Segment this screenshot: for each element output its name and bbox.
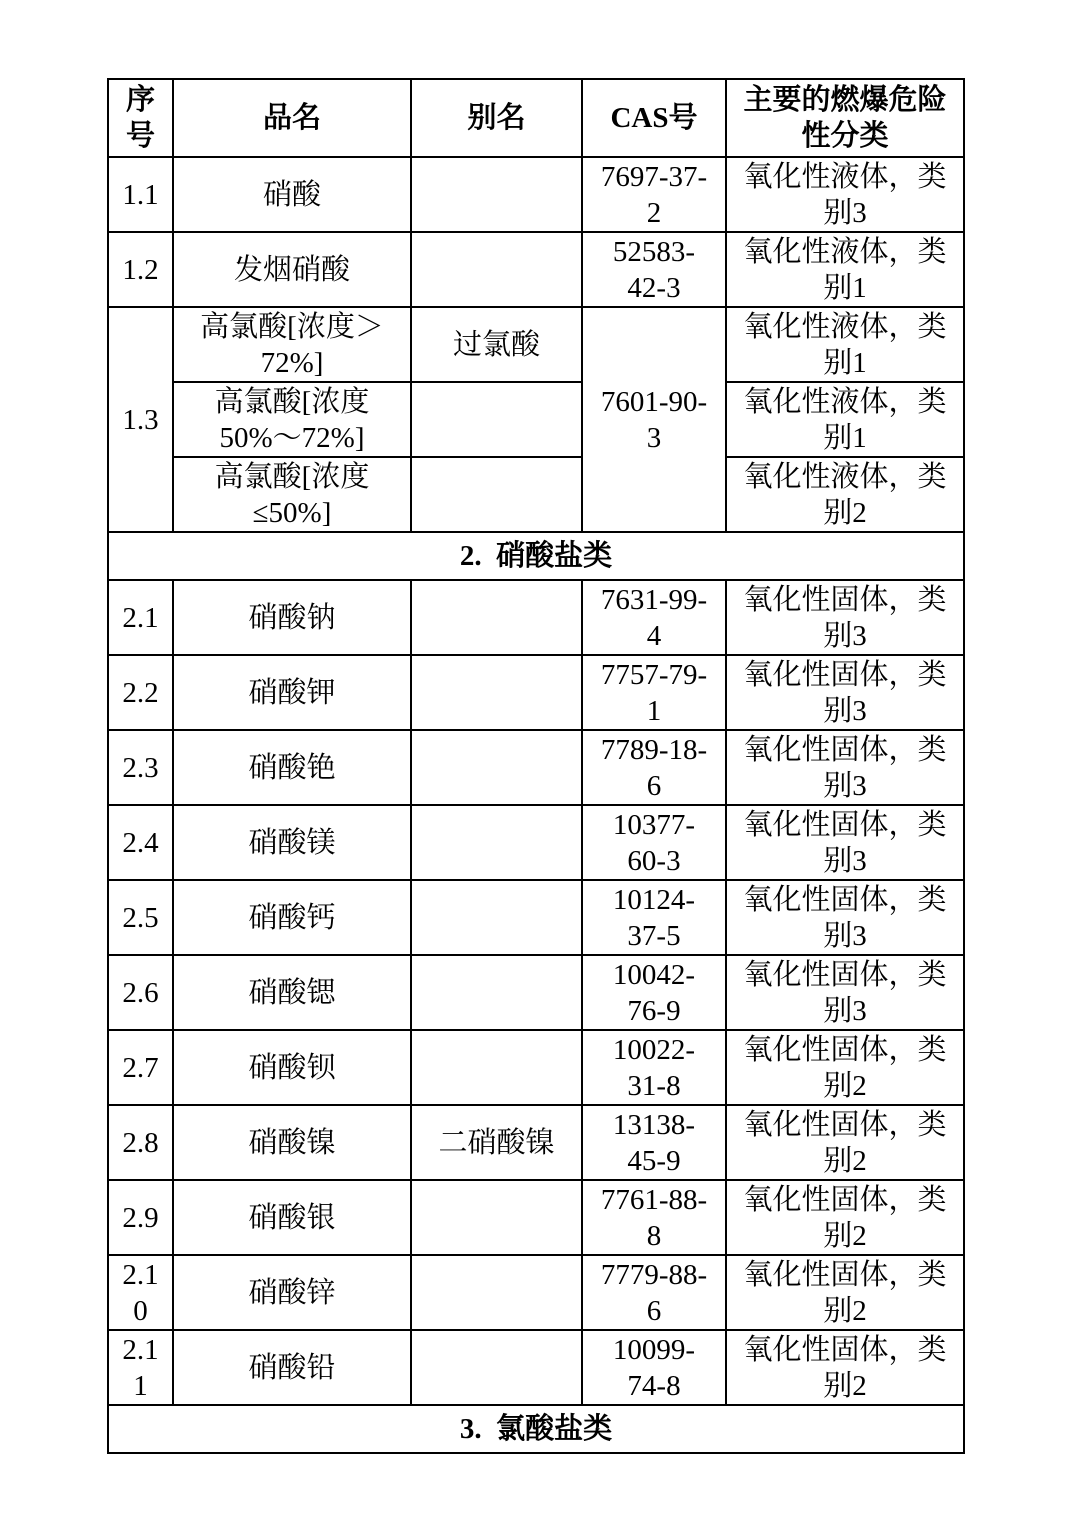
cell-name: 高氯酸[浓度 50%～72%]	[173, 382, 411, 457]
cell-index: 2.10	[108, 1255, 173, 1330]
table-row	[108, 1030, 964, 1105]
table-row	[108, 157, 964, 232]
header-index: 序号	[108, 79, 173, 157]
cell-index: 2.7	[108, 1030, 173, 1105]
cell-index: 2.6	[108, 955, 173, 1030]
cell-index: 2.9	[108, 1180, 173, 1255]
header-row	[108, 79, 964, 157]
header-cas: CAS号	[582, 79, 726, 157]
cell-hazard: 氧化性固体，类别3	[726, 580, 964, 655]
cell-index: 2.2	[108, 655, 173, 730]
cell-name: 硝酸钡	[173, 1030, 411, 1105]
cell-cas: 7761-88-8	[582, 1180, 726, 1255]
table-row	[108, 1105, 964, 1180]
cell-name: 硝酸钠	[173, 580, 411, 655]
cell-hazard: 氧化性固体，类别2	[726, 1330, 964, 1405]
cell-cas: 7757-79-1	[582, 655, 726, 730]
section-row	[108, 532, 964, 580]
cell-cas: 10022-31-8	[582, 1030, 726, 1105]
cell-cas: 10124-37-5	[582, 880, 726, 955]
cell-cas: 7601-90-3	[582, 307, 726, 532]
cell-alias	[411, 457, 582, 532]
header-name: 品名	[173, 79, 411, 157]
cell-hazard: 氧化性固体，类别3	[726, 655, 964, 730]
cell-index: 1.1	[108, 157, 173, 232]
cell-hazard: 氧化性固体，类别3	[726, 805, 964, 880]
cell-index: 2.3	[108, 730, 173, 805]
cell-alias	[411, 880, 582, 955]
cell-index: 1.2	[108, 232, 173, 307]
cell-hazard: 氧化性液体，类别1	[726, 382, 964, 457]
cell-alias	[411, 655, 582, 730]
cell-hazard: 氧化性液体，类别1	[726, 232, 964, 307]
cell-hazard: 氧化性固体，类别2	[726, 1030, 964, 1105]
cell-index: 2.8	[108, 1105, 173, 1180]
header-hazard: 主要的燃爆危险性分类	[726, 79, 964, 157]
table-row	[108, 1255, 964, 1330]
table-row	[108, 457, 964, 532]
table-row	[108, 1330, 964, 1405]
cell-name: 硝酸钙	[173, 880, 411, 955]
table-row	[108, 730, 964, 805]
cell-cas: 10377-60-3	[582, 805, 726, 880]
cell-alias	[411, 805, 582, 880]
cell-index: 2.5	[108, 880, 173, 955]
hazardous-chemicals-table	[107, 78, 965, 1454]
cell-name: 硝酸镍	[173, 1105, 411, 1180]
cell-alias	[411, 580, 582, 655]
cell-cas: 7779-88-6	[582, 1255, 726, 1330]
cell-name: 发烟硝酸	[173, 232, 411, 307]
section-title: 2. 硝酸盐类	[108, 532, 964, 580]
cell-cas: 7631-99-4	[582, 580, 726, 655]
table-row	[108, 1180, 964, 1255]
cell-hazard: 氧化性固体，类别3	[726, 730, 964, 805]
cell-cas: 10042-76-9	[582, 955, 726, 1030]
cell-hazard: 氧化性固体，类别2	[726, 1180, 964, 1255]
section-title: 3. 氯酸盐类	[108, 1405, 964, 1453]
cell-name: 硝酸	[173, 157, 411, 232]
cell-hazard: 氧化性固体，类别2	[726, 1105, 964, 1180]
cell-name: 硝酸钾	[173, 655, 411, 730]
cell-name: 高氯酸[浓度＞72%]	[173, 307, 411, 382]
table-row	[108, 580, 964, 655]
cell-name: 硝酸锶	[173, 955, 411, 1030]
cell-hazard: 氧化性固体，类别3	[726, 955, 964, 1030]
section-row	[108, 1405, 964, 1453]
cell-index: 2.11	[108, 1330, 173, 1405]
cell-cas: 7789-18-6	[582, 730, 726, 805]
header-alias: 别名	[411, 79, 582, 157]
table-row	[108, 805, 964, 880]
cell-name: 硝酸银	[173, 1180, 411, 1255]
cell-alias	[411, 1180, 582, 1255]
cell-name: 硝酸铅	[173, 1330, 411, 1405]
cell-hazard: 氧化性固体，类别2	[726, 1255, 964, 1330]
cell-alias	[411, 1030, 582, 1105]
cell-hazard: 氧化性液体，类别1	[726, 307, 964, 382]
cell-name: 硝酸镁	[173, 805, 411, 880]
cell-hazard: 氧化性液体，类别3	[726, 157, 964, 232]
cell-cas: 7697-37-2	[582, 157, 726, 232]
table-row	[108, 955, 964, 1030]
cell-index: 1.3	[108, 307, 173, 532]
table-row	[108, 232, 964, 307]
cell-index: 2.4	[108, 805, 173, 880]
cell-alias	[411, 157, 582, 232]
cell-alias	[411, 1330, 582, 1405]
cell-alias	[411, 730, 582, 805]
cell-cas: 10099-74-8	[582, 1330, 726, 1405]
cell-alias: 二硝酸镍	[411, 1105, 582, 1180]
cell-name: 高氯酸[浓度≤50%]	[173, 457, 411, 532]
cell-name: 硝酸锌	[173, 1255, 411, 1330]
cell-alias	[411, 1255, 582, 1330]
cell-index: 2.1	[108, 580, 173, 655]
table-row	[108, 307, 964, 382]
cell-alias	[411, 232, 582, 307]
cell-alias: 过氯酸	[411, 307, 582, 382]
cell-hazard: 氧化性液体，类别2	[726, 457, 964, 532]
table-row	[108, 382, 964, 457]
cell-alias	[411, 955, 582, 1030]
cell-cas: 13138-45-9	[582, 1105, 726, 1180]
cell-hazard: 氧化性固体，类别3	[726, 880, 964, 955]
table-row	[108, 655, 964, 730]
cell-cas: 52583-42-3	[582, 232, 726, 307]
cell-name: 硝酸铯	[173, 730, 411, 805]
table-row	[108, 880, 964, 955]
cell-alias	[411, 382, 582, 457]
